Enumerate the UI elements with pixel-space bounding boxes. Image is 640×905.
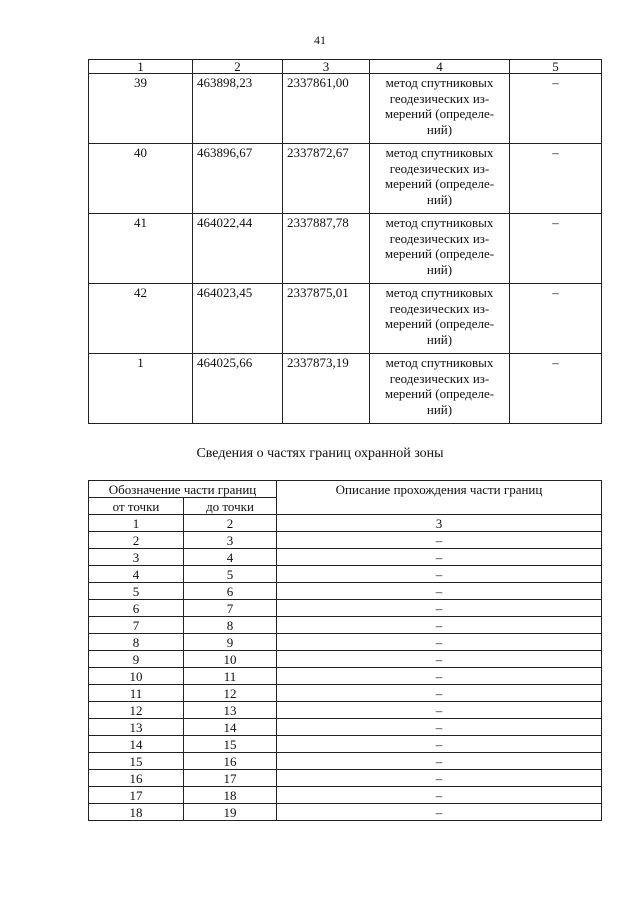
from-point: 16 [89,770,184,787]
to-point-header: до точки [184,498,277,515]
table-row [89,214,602,284]
column-header: 1 [89,60,193,74]
boundary-description: – [277,583,602,600]
point-number: 40 [89,144,193,214]
coordinate-x: 464025,66 [193,354,283,424]
from-point: 5 [89,583,184,600]
method-line: мерений (определе- [384,106,495,121]
boundary-description: – [277,685,602,702]
point-number: 39 [89,74,193,144]
to-point: 10 [184,651,277,668]
to-point: 17 [184,770,277,787]
column-number: 3 [277,515,602,532]
column-5-value: – [510,354,602,424]
method-line: ний) [426,191,453,207]
column-header: 3 [283,60,370,74]
to-point: 4 [184,549,277,566]
method-line: геодезических из- [389,370,490,386]
to-point: 9 [184,634,277,651]
boundary-description: – [277,566,602,583]
column-5-value: – [510,284,602,354]
table-row [89,651,602,668]
method-line: метод спутниковых [385,145,494,160]
boundary-description: – [277,719,602,736]
coordinate-y: 2337875,01 [283,284,370,354]
coordinate-x: 463898,23 [193,74,283,144]
from-point: 17 [89,787,184,804]
boundary-description: – [277,668,602,685]
boundary-description: – [277,549,602,566]
boundary-description: – [277,770,602,787]
from-point: 18 [89,804,184,821]
boundary-description: – [277,600,602,617]
method-line: метод спутниковых [385,75,494,90]
table-row [89,566,602,583]
table-row [89,685,602,702]
boundary-description: – [277,651,602,668]
from-point: 9 [89,651,184,668]
table-row [89,284,602,354]
method-cell [370,74,510,144]
coordinates-table [88,59,602,424]
boundary-description: – [277,702,602,719]
column-number: 1 [89,515,184,532]
boundary-description: – [277,736,602,753]
from-point: 7 [89,617,184,634]
table-row [89,532,602,549]
from-point: 12 [89,702,184,719]
table-row [89,600,602,617]
table-row [89,804,602,821]
table-row [89,719,602,736]
table-row [89,770,602,787]
table-row [89,702,602,719]
to-point: 3 [184,532,277,549]
column-number: 2 [184,515,277,532]
method-line: метод спутниковых [385,215,494,230]
point-number: 42 [89,284,193,354]
method-cell [370,144,510,214]
method-line: метод спутниковых [385,355,494,370]
method-line: геодезических из- [389,90,490,106]
table-row [89,74,602,144]
table-row [89,583,602,600]
column-5-value: – [510,144,602,214]
coordinate-y: 2337873,19 [283,354,370,424]
from-point: 14 [89,736,184,753]
boundary-description: – [277,804,602,821]
to-point: 18 [184,787,277,804]
method-line: ний) [426,261,453,277]
to-point: 8 [184,617,277,634]
table-row [89,549,602,566]
from-point: 15 [89,753,184,770]
point-number: 1 [89,354,193,424]
table-row [89,787,602,804]
to-point: 19 [184,804,277,821]
method-line: ний) [426,401,453,417]
column-number-row [89,515,602,532]
from-point: 10 [89,668,184,685]
page-number: 41 [314,33,326,47]
method-cell [370,354,510,424]
to-point: 11 [184,668,277,685]
section-title: Сведения о частях границ охранной зоны [196,446,444,461]
method-line: ний) [426,331,453,347]
from-point: 11 [89,685,184,702]
to-point: 15 [184,736,277,753]
table-row [89,617,602,634]
to-point: 12 [184,685,277,702]
group-header: Обозначение части границ [89,481,277,498]
point-number: 41 [89,214,193,284]
table-row [89,354,602,424]
table-row [89,736,602,753]
column-header: 2 [193,60,283,74]
method-line: геодезических из- [389,230,490,246]
coordinates-header-row [89,60,602,74]
table-row [89,634,602,651]
table-row [89,668,602,685]
method-line: мерений (определе- [384,176,495,191]
boundary-description: – [277,532,602,549]
from-point: 13 [89,719,184,736]
to-point: 7 [184,600,277,617]
to-point: 14 [184,719,277,736]
column-header: 4 [370,60,510,74]
boundary-parts-table [88,480,602,821]
from-point: 8 [89,634,184,651]
to-point: 16 [184,753,277,770]
to-point: 5 [184,566,277,583]
method-line: геодезических из- [389,300,490,316]
method-line: мерений (определе- [384,246,495,261]
column-5-value: – [510,74,602,144]
column-header: 5 [510,60,602,74]
from-point: 3 [89,549,184,566]
method-line: мерений (определе- [384,316,495,331]
method-line: метод спутниковых [385,285,494,300]
coordinate-y: 2337861,00 [283,74,370,144]
from-point: 2 [89,532,184,549]
method-cell [370,214,510,284]
table-row [89,753,602,770]
description-header: Описание прохождения части границ [277,481,602,515]
boundary-description: – [277,634,602,651]
method-cell [370,284,510,354]
from-point-header: от точки [89,498,184,515]
boundary-description: – [277,753,602,770]
boundary-description: – [277,787,602,804]
from-point: 4 [89,566,184,583]
to-point: 6 [184,583,277,600]
coordinate-y: 2337887,78 [283,214,370,284]
coordinate-x: 463896,67 [193,144,283,214]
coordinate-x: 464023,45 [193,284,283,354]
boundary-description: – [277,617,602,634]
to-point: 13 [184,702,277,719]
boundary-header-row [89,481,602,498]
method-line: мерений (определе- [384,386,495,401]
coordinate-y: 2337872,67 [283,144,370,214]
from-point: 6 [89,600,184,617]
method-line: ний) [426,121,453,137]
table-row [89,144,602,214]
column-5-value: – [510,214,602,284]
coordinate-x: 464022,44 [193,214,283,284]
method-line: геодезических из- [389,160,490,176]
